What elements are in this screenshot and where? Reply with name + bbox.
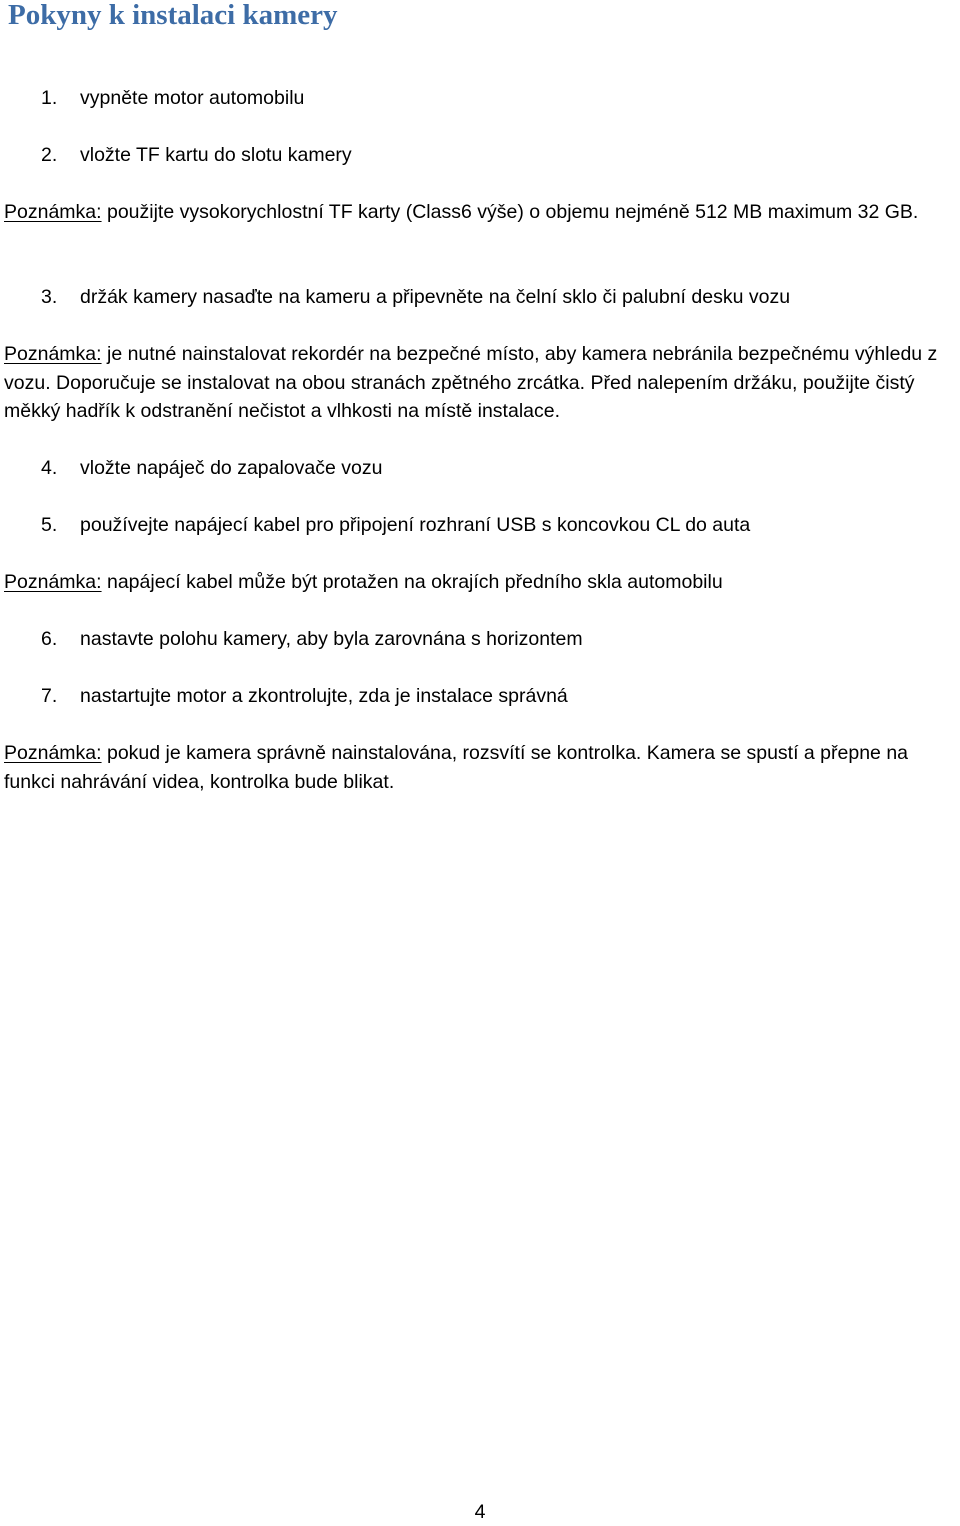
step-item-2	[41, 141, 956, 170]
note-1	[4, 198, 960, 227]
note-2	[4, 340, 960, 426]
step-text: vložte napáječ do zapalovače vozu	[80, 457, 383, 479]
note-label: Poznámka:	[4, 742, 102, 764]
note-3	[4, 568, 960, 597]
step-number: 1.	[41, 87, 58, 109]
step-item-7	[41, 682, 956, 711]
step-number: 6.	[41, 628, 58, 650]
note-4	[4, 739, 960, 796]
step-item-1	[41, 84, 956, 113]
step-number: 4.	[41, 457, 58, 479]
step-number: 5.	[41, 514, 58, 536]
step-number: 7.	[41, 685, 58, 707]
step-item-6	[41, 625, 956, 654]
note-text: je nutné nainstalovat rekordér na bezpečné místo, aby kamera nebránila bezpečnému výhledu z vozu. Doporučuje se instalovat na obou stranách zpětného zrcátka. Před nalepením držáku, použijte čistý měkký hadřík k odstranění nečistot a vlhkosti na místě instalace.	[4, 343, 938, 422]
step-text: vložte TF kartu do slotu kamery	[80, 144, 352, 166]
step-text: nastartujte motor a zkontrolujte, zda je instalace správná	[80, 685, 568, 707]
note-text: pokud je kamera správně nainstalována, rozsvítí se kontrolka. Kamera se spustí a přepne na funkci nahrávání videa, kontrolka bude blikat.	[4, 742, 909, 793]
step-text: vypněte motor automobilu	[80, 87, 305, 109]
note-label: Poznámka:	[4, 571, 102, 593]
page-number: 4	[474, 1501, 486, 1523]
note-text: napájecí kabel může být protažen na okrajích předního skla automobilu	[101, 571, 723, 593]
step-item-5	[41, 511, 956, 540]
step-number: 3.	[41, 286, 58, 308]
page-title: Pokyny k instalaci kamery	[8, 0, 338, 31]
note-text: použijte vysokorychlostní TF karty (Class6 výše) o objemu nejméně 512 MB maximum 32 GB.	[101, 201, 919, 223]
step-item-3	[41, 283, 956, 312]
note-label: Poznámka:	[4, 343, 102, 365]
step-text: držák kamery nasaďte na kameru a připevněte na čelní sklo či palubní desku vozu	[80, 286, 791, 308]
step-number: 2.	[41, 144, 58, 166]
step-text: používejte napájecí kabel pro připojení rozhraní USB s koncovkou CL do auta	[80, 514, 751, 536]
note-label: Poznámka:	[4, 201, 102, 223]
step-item-4	[41, 454, 956, 483]
step-text: nastavte polohu kamery, aby byla zarovnána s horizontem	[80, 628, 583, 650]
